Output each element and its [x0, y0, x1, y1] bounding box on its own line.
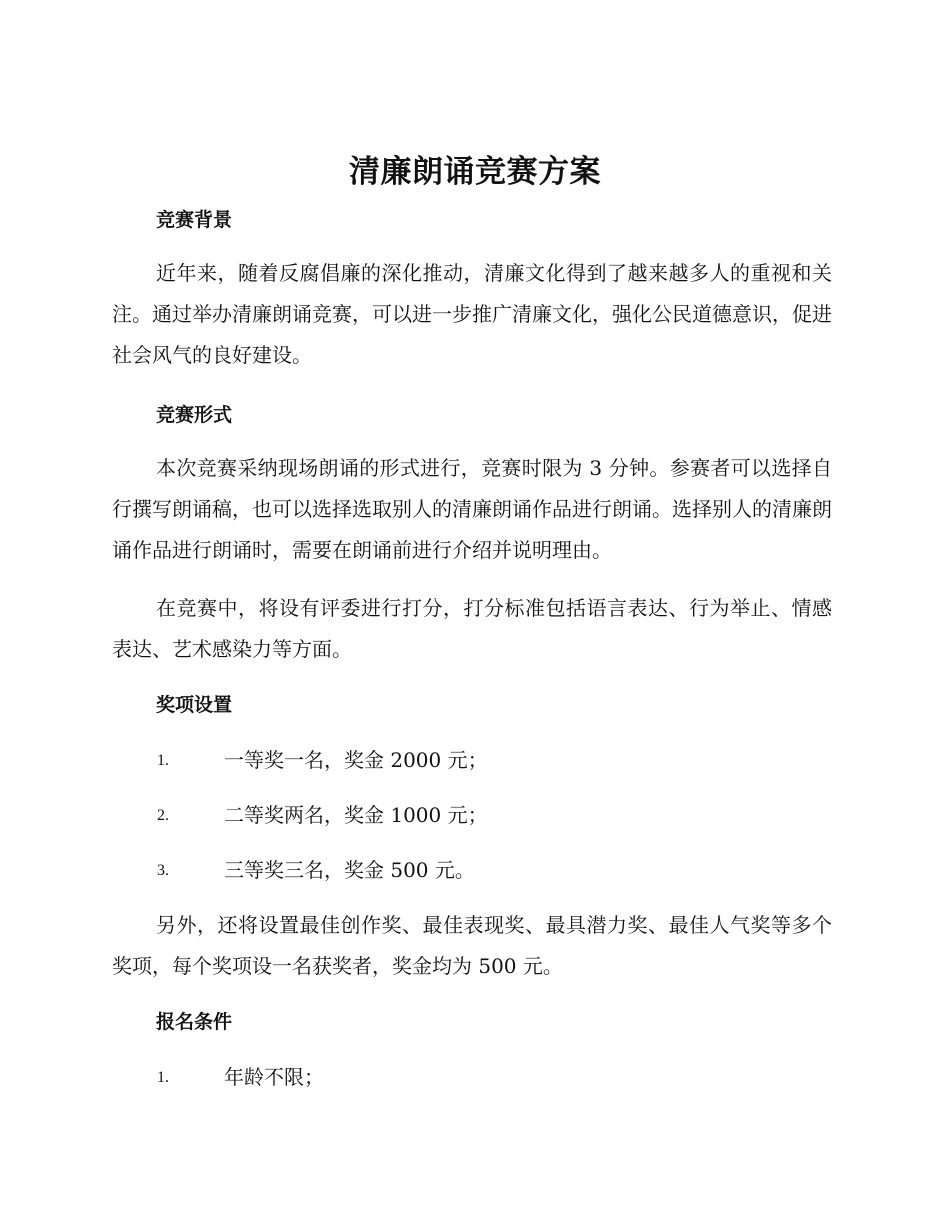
list-item-number: 2. [157, 807, 169, 824]
paragraph-background: 近年来，随着反腐倡廉的深化推动，清廉文化得到了越来越多人的重视和关注。通过举办清廉朗诵竞赛，可以进一步推广清廉文化，强化公民道德意识，促进社会风气的良好建设。 [112, 261, 832, 367]
paragraph-awards-extra: 另外，还将设置最佳创作奖、最佳表现奖、最具潜力奖、最佳人气奖等多个奖项，每个奖项设一名获奖者，奖金均为 500 元。 [112, 913, 832, 978]
document-title: 清廉朗诵竞赛方案 [349, 154, 601, 190]
section-heading-format: 竞赛形式 [156, 404, 233, 426]
list-item-text: 年龄不限； [224, 1065, 324, 1089]
list-item-number: 1. [157, 1069, 169, 1086]
list-item-text: 三等奖三名，奖金 500 元。 [224, 858, 475, 882]
section-heading-awards: 奖项设置 [156, 694, 233, 716]
list-item-text: 二等奖两名，奖金 1000 元； [224, 803, 488, 827]
paragraph-format-1: 本次竞赛采纳现场朗诵的形式进行，竞赛时限为 3 分钟。参赛者可以选择自行撰写朗诵稿，也可以选择选取别人的清廉朗诵作品进行朗诵。选择别人的清廉朗诵作品进行朗诵时，需要在朗诵前进行介绍并说明理由。 [112, 456, 832, 562]
section-heading-background: 竞赛背景 [156, 209, 233, 231]
section-heading-registration: 报名条件 [156, 1011, 233, 1033]
list-item-number: 3. [157, 862, 169, 879]
list-item-number: 1. [157, 752, 169, 769]
list-item-text: 一等奖一名，奖金 2000 元； [224, 748, 488, 772]
paragraph-format-2: 在竞赛中，将设有评委进行打分，打分标准包括语言表达、行为举止、情感表达、艺术感染力等方面。 [112, 596, 832, 661]
